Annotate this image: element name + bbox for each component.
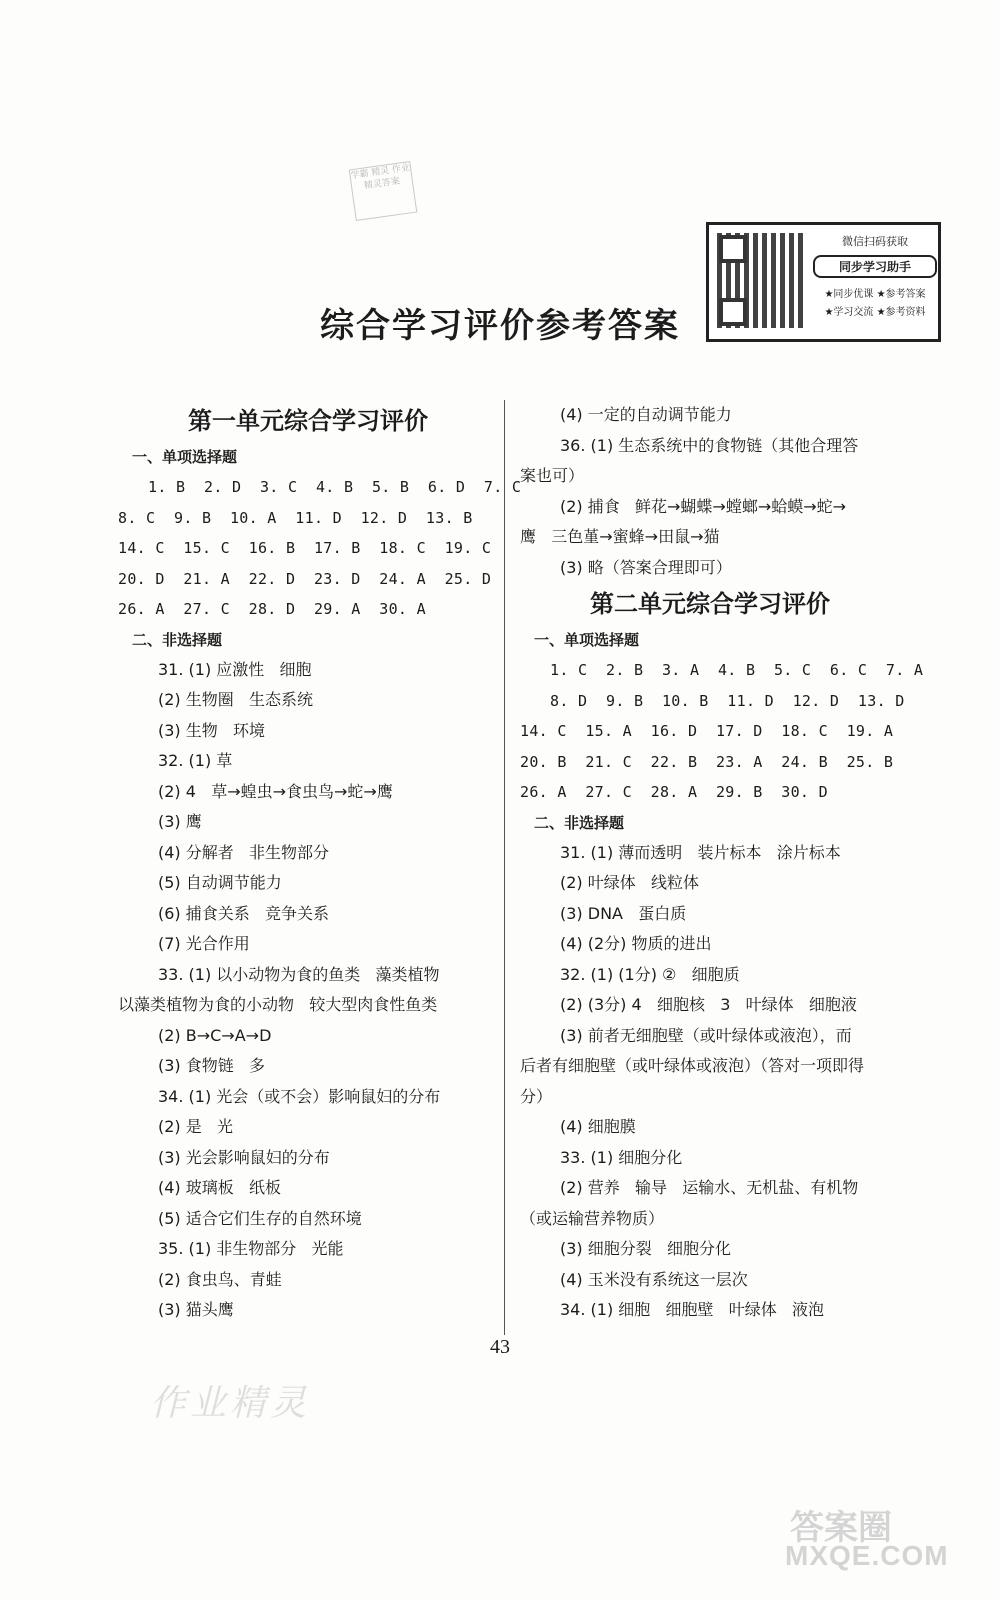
answer-line: (2) 营养 输导 运输水、无机盐、有机物 [560, 1178, 859, 1197]
left-column [118, 400, 522, 1326]
qr-line1: 微信扫码获取 [842, 235, 908, 248]
unit2-mcq-row: 20. B 21. C 22. B 23. A 24. B 25. B [520, 752, 894, 771]
unit1-mcq-row: 14. C 15. C 16. B 17. B 18. C 19. C [118, 539, 492, 557]
qr-line3: ★同步优课 ★参考答案 [824, 289, 926, 300]
unit1-mcq-row: 1. B 2. D 3. C 4. B 5. B 6. D 7. C [148, 478, 522, 496]
answer-line: (4) 一定的自动调节能力 [560, 405, 732, 424]
unit1-title: 第一单元综合学习评价 [188, 407, 428, 435]
answer-line: (2) 叶绿体 线粒体 [560, 873, 700, 892]
answer-line: (2) 是 光 [158, 1117, 234, 1136]
answer-line: 34. (1) 光会（或不会）影响鼠妇的分布 [158, 1086, 441, 1106]
unit2-title: 第二单元综合学习评价 [590, 590, 830, 618]
answer-line: (2) B→C→A→D [158, 1025, 272, 1045]
page-number: 43 [490, 1336, 510, 1358]
unit1-mcq-row: 20. D 21. A 22. D 23. D 24. A 25. D [118, 569, 492, 588]
stamp-logo [349, 161, 418, 221]
answer-line: (3) 前者无细胞壁（或叶绿体或液泡），而 [560, 1025, 852, 1045]
qr-line2: 同步学习助手 [813, 255, 937, 278]
column-divider [504, 400, 505, 1335]
answer-line: (3) 食物链 多 [158, 1056, 266, 1075]
answer-line: 31. (1) 薄而透明 装片标本 涂片标本 [560, 842, 841, 862]
answer-line: (2) 食虫鸟、青蛙 [158, 1269, 282, 1289]
watermark-url: MXQE.COM [785, 1540, 949, 1571]
answer-line: (4) 细胞膜 [560, 1117, 636, 1136]
answer-line: 35. (1) 非生物部分 光能 [158, 1239, 344, 1258]
answer-line: 36. (1) 生态系统中的食物链（其他合理答 [560, 435, 859, 455]
answer-line: (3) DNA 蛋白质 [560, 903, 687, 923]
answer-line: 分） [520, 1086, 553, 1106]
answer-line: 以藻类植物为食的小动物 较大型肉食性鱼类 [118, 995, 438, 1014]
answer-line: 案也可） [520, 466, 585, 485]
answer-line: (3) 略（答案合理即可） [560, 557, 732, 577]
stamp-text: 学霸 精灵 作业精灵答案 [350, 163, 411, 192]
answer-line: （或运输营养物质） [520, 1208, 665, 1228]
answer-line: (2) 捕食 鲜花→蝴蝶→螳螂→蛤蟆→蛇→ [560, 496, 847, 516]
answer-line: (7) 光合作用 [158, 934, 250, 953]
answer-line: (4) 分解者 非生物部分 [158, 842, 330, 862]
answer-line: (4) (2分) 物质的进出 [560, 934, 712, 953]
answer-line: (3) 生物 环境 [158, 720, 266, 740]
unit2-mcq-heading: 一、单项选择题 [534, 631, 640, 649]
unit2-mcq-row: 14. C 15. A 16. D 17. D 18. C 19. A [520, 722, 894, 740]
qr-line4: ★学习交流 ★参考资料 [824, 307, 926, 318]
answer-line: 31. (1) 应激性 细胞 [158, 659, 312, 679]
answer-line: (3) 鹰 [158, 812, 202, 831]
answer-line: (4) 玉米没有系统这一层次 [560, 1269, 748, 1289]
unit1-mcq-row: 8. C 9. B 10. A 11. D 12. D 13. B [118, 508, 473, 527]
right-column [520, 400, 924, 1326]
answer-line: (3) 细胞分裂 细胞分化 [560, 1239, 732, 1258]
answer-line: (3) 光会影响鼠妇的分布 [158, 1147, 330, 1167]
unit2-open-heading: 二、非选择题 [534, 813, 625, 832]
unit1-mcq-row: 26. A 27. C 28. D 29. A 30. A [118, 600, 426, 618]
unit2-mcq-row: 26. A 27. C 28. A 29. B 30. D [520, 783, 828, 801]
watermark-logo: 答案圈 [790, 1509, 892, 1547]
unit1-mcq-heading: 一、单项选择题 [132, 448, 238, 466]
answer-line: (4) 玻璃板 纸板 [158, 1178, 282, 1197]
answer-line: (3) 猫头鹰 [158, 1300, 234, 1319]
watermark-text: 作业精灵 [150, 1383, 311, 1424]
answer-line: (5) 适合它们生存的自然环境 [158, 1208, 362, 1228]
unit1-open-heading: 二、非选择题 [132, 630, 223, 649]
answer-line: (2) (3分) 4 细胞核 3 叶绿体 细胞液 [560, 995, 857, 1014]
unit2-mcq-row: 1. C 2. B 3. A 4. B 5. C 6. C 7. A [550, 661, 924, 679]
answer-line: 鹰 三色堇→蜜蜂→田鼠→猫 [520, 527, 720, 546]
answer-line: 33. (1) 以小动物为食的鱼类 藻类植物 [158, 964, 440, 984]
answer-line: (5) 自动调节能力 [158, 873, 282, 892]
answer-line: 32. (1) (1分) ② 细胞质 [560, 964, 740, 984]
unit2-mcq-row: 8. D 9. B 10. B 11. D 12. D 13. D [550, 691, 905, 710]
answer-line: 后者有细胞壁（或叶绿体或液泡）（答对一项即得 [520, 1056, 865, 1075]
answer-line: (2) 生物圈 生态系统 [158, 690, 314, 709]
answer-line: 34. (1) 细胞 细胞壁 叶绿体 液泡 [560, 1300, 825, 1319]
answer-line: 32. (1) 草 [158, 751, 233, 770]
answer-line: 33. (1) 细胞分化 [560, 1147, 683, 1167]
answer-line: (2) 4 草→蝗虫→食虫鸟→蛇→鹰 [158, 781, 393, 801]
answer-line: (6) 捕食关系 竞争关系 [158, 903, 330, 923]
page-title: 综合学习评价参考答案 [320, 306, 680, 346]
